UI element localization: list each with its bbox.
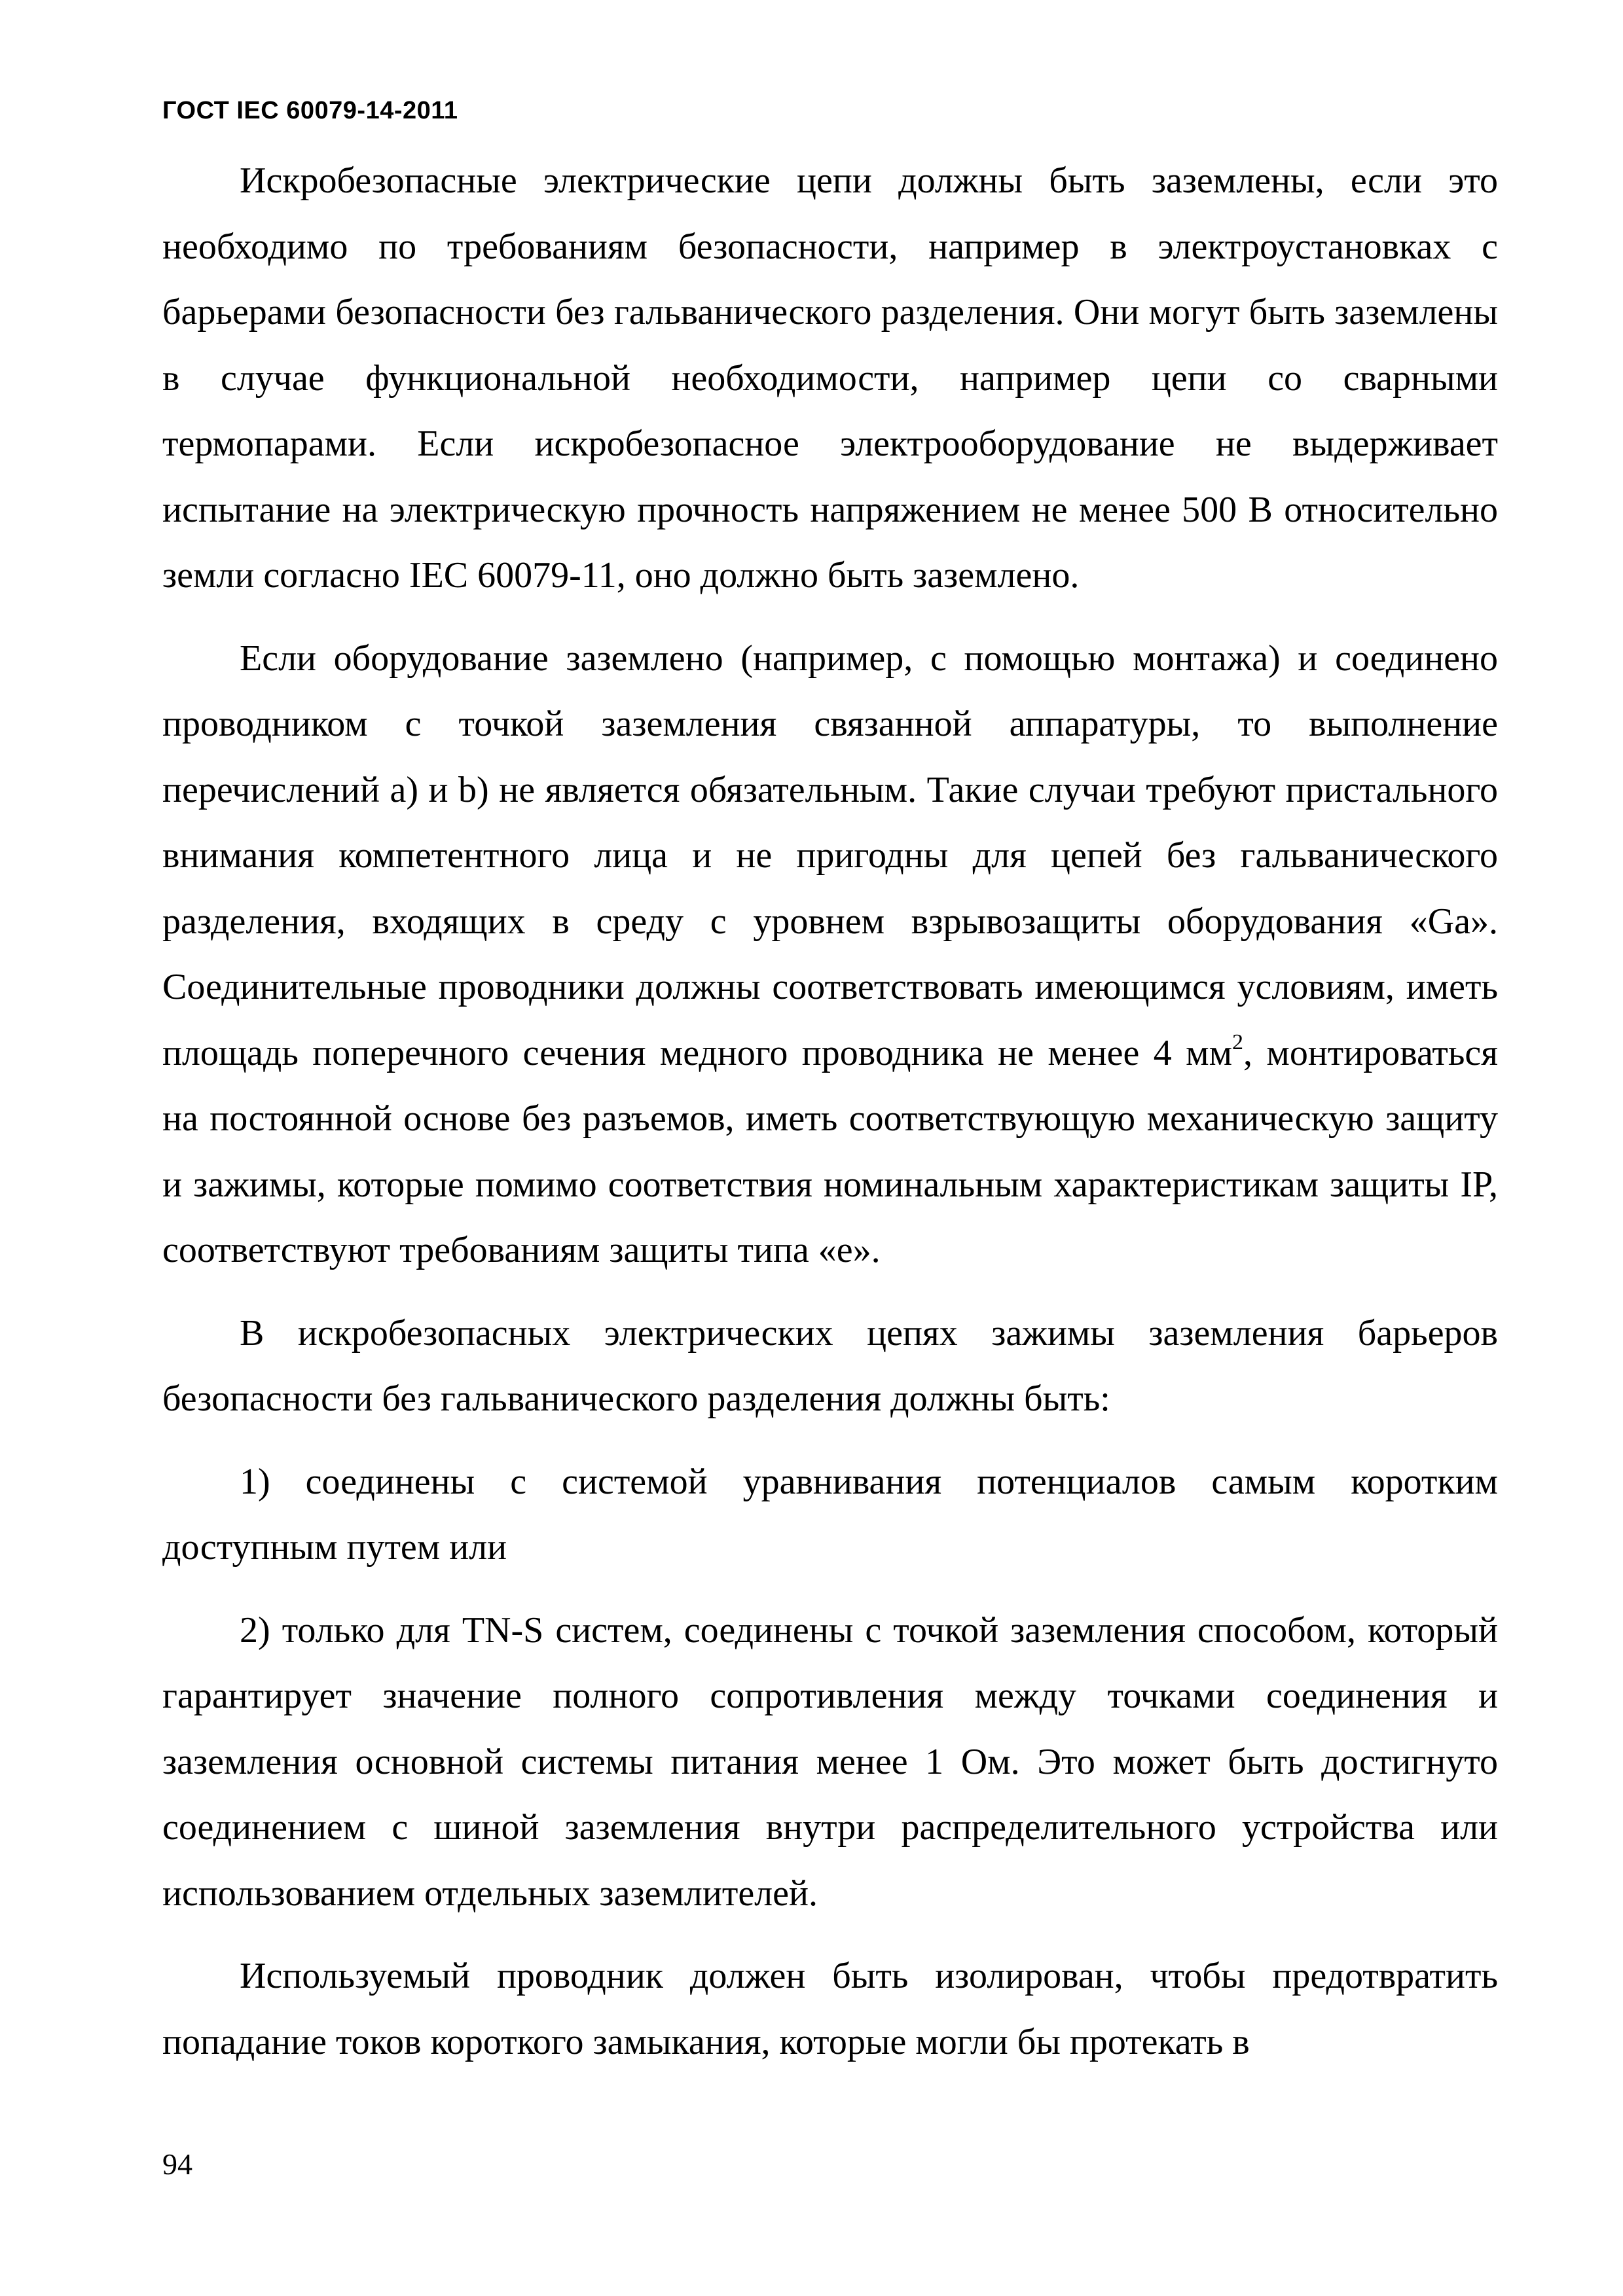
superscript-2: 2	[1232, 1030, 1244, 1054]
list-item-1: 1) соединены с системой уравнивания потенциалов самым коротким доступным путем или	[162, 1461, 1498, 1568]
list-item-2: 2) только для TN-S систем, соединены с точкой заземления способом, который гарантирует значение полного сопротивления между точками соединения и заземления основной системы питания менее 1 Ом. Это может быть достигнуто соединением с шиной заземления внутри распределительного устройства или использованием отдельных заземлителей.	[162, 1609, 1498, 1914]
standard-header: ГОСТ IEC 60079-14-2011	[162, 97, 458, 124]
page-number: 94	[162, 2147, 192, 2181]
body-text	[162, 148, 1498, 2092]
paragraph-2-part-2: , монтироваться на постоянной основе без разъемов, иметь соответствующую механическую защиту и зажимы, которые помимо соответствия номинальным характеристикам защиты IP, соответствуют требованиям защиты типа «e».	[162, 1032, 1498, 1270]
paragraph-2	[162, 626, 1498, 1283]
paragraph-6: Используемый проводник должен быть изолирован, чтобы предотвратить попадание токов короткого замыкания, которые могли бы протекать в	[162, 1956, 1498, 2062]
paragraph-3: В искробезопасных электрических цепях зажимы заземления барьеров безопасности без гальванического разделения должны быть:	[162, 1312, 1498, 1419]
paragraph-1: Искробезопасные электрические цепи должны быть заземлены, если это необходимо по требованиям безопасности, например в электроустановках с барьерами безопасности без гальванического разделения. Они могут быть заземлены в случае функциональной необходимости, например цепи со сварными термопарами. Если искробезопасное электрооборудование не выдерживает испытание на электрическую прочность напряжением не менее 500 В относительно земли согласно IEC 60079-11, оно должно быть заземлено.	[162, 160, 1498, 596]
paragraph-2-part-1: Если оборудование заземлено (например, с помощью монтажа) и соединено проводником с точкой заземления связанной аппаратуры, то выполнение перечислений a) и b) не является обязательным. Такие случаи требуют пристального внимания компетентного лица и не пригодны для цепей без гальванического разделения, входящих в среду с уровнем взрывозащиты оборудования «Ga». Соединительные проводники должны соответствовать имеющимся условиям, иметь площадь поперечного сечения медного проводника не менее 4 мм	[162, 637, 1498, 1073]
